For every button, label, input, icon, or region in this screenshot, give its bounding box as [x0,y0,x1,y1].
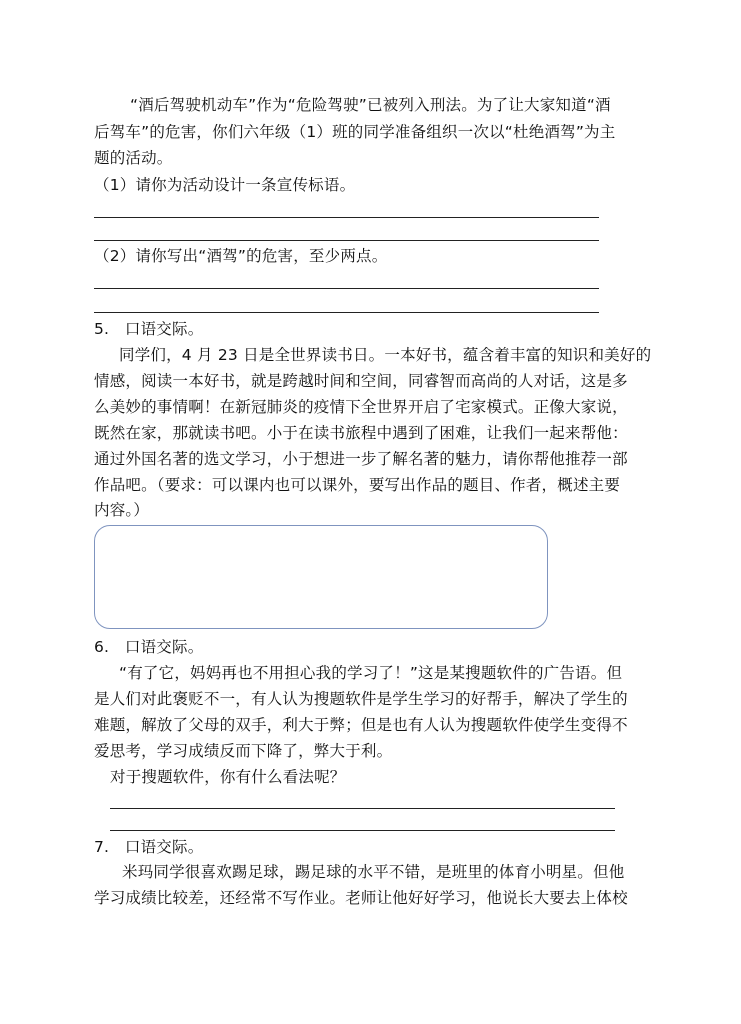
answer-line-q2a[interactable] [94,288,599,289]
q6-question: 对于搜题软件，你有什么看法呢？ [110,768,346,786]
q5-line-3: 么美妙的事情啊！在新冠肺炎的疫情下全世界开启了宅家模式。正像大家说， [94,398,628,416]
answer-line-q6b[interactable] [110,830,615,831]
q6-line-3: 难题，解放了父母的双手，利大于弊；但是也有人认为搜题软件使学生变得不 [94,716,628,734]
q5-line-6: 作品吧。（要求：可以课内也可以课外，要写出作品的题目、作者，概述主要 [94,476,621,494]
answer-line-q6a[interactable] [110,808,615,809]
q7-line-2: 学习成绩比较差，还经常不写作业。老师让他好好学习，他说长大要去上体校 [94,889,628,907]
q6-line-4: 爱思考，学习成绩反而下降了，弊大于利。 [94,742,393,760]
intro-line-1: “酒后驾驶机动车”作为“危险驾驶”已被列入刑法。为了让大家知道“酒 [130,96,611,114]
question-1: （1）请你为活动设计一条宣传标语。 [94,176,356,194]
q5-line-2: 情感，阅读一本好书，就是跨越时间和空间，同睿智而高尚的人对话，这是多 [94,372,628,390]
q5-line-5: 通过外国名著的选文学习，小于想进一步了解名著的魅力，请你帮他推荐一部 [94,450,628,468]
answer-line-q1b[interactable] [94,240,599,241]
q6-heading: 6. 口语交际。 [94,638,204,656]
question-2: （2）请你写出“酒驾”的危害，至少两点。 [94,247,388,265]
q5-line-7: 内容。） [94,501,150,519]
q5-line-1: 同学们，4 月 23 日是全世界读书日。一本好书，蕴含着丰富的知识和美好的 [119,346,652,364]
intro-line-3: 题的活动。 [94,149,173,167]
q5-answer-box[interactable] [94,525,548,629]
q5-line-4: 既然在家，那就读书吧。小于在读书旅程中遇到了困难，让我们一起来帮他： [94,424,628,442]
answer-line-q2b[interactable] [94,312,599,313]
q7-heading: 7. 口语交际。 [94,838,204,856]
answer-line-q1a[interactable] [94,217,599,218]
q5-heading: 5. 口语交际。 [94,320,204,338]
q7-line-1: 米玛同学很喜欢踢足球，踢足球的水平不错，是班里的体育小明星。但他 [122,863,625,881]
intro-line-2: 后驾车”的危害，你们六年级（1）班的同学准备组织一次以“杜绝酒驾”为主 [94,123,616,141]
q6-line-1: “有了它，妈妈再也不用担心我的学习了！”这是某搜题软件的广告语。但 [119,664,623,682]
q6-line-2: 是人们对此褒贬不一，有人认为搜题软件是学生学习的好帮手，解决了学生的 [94,690,628,708]
